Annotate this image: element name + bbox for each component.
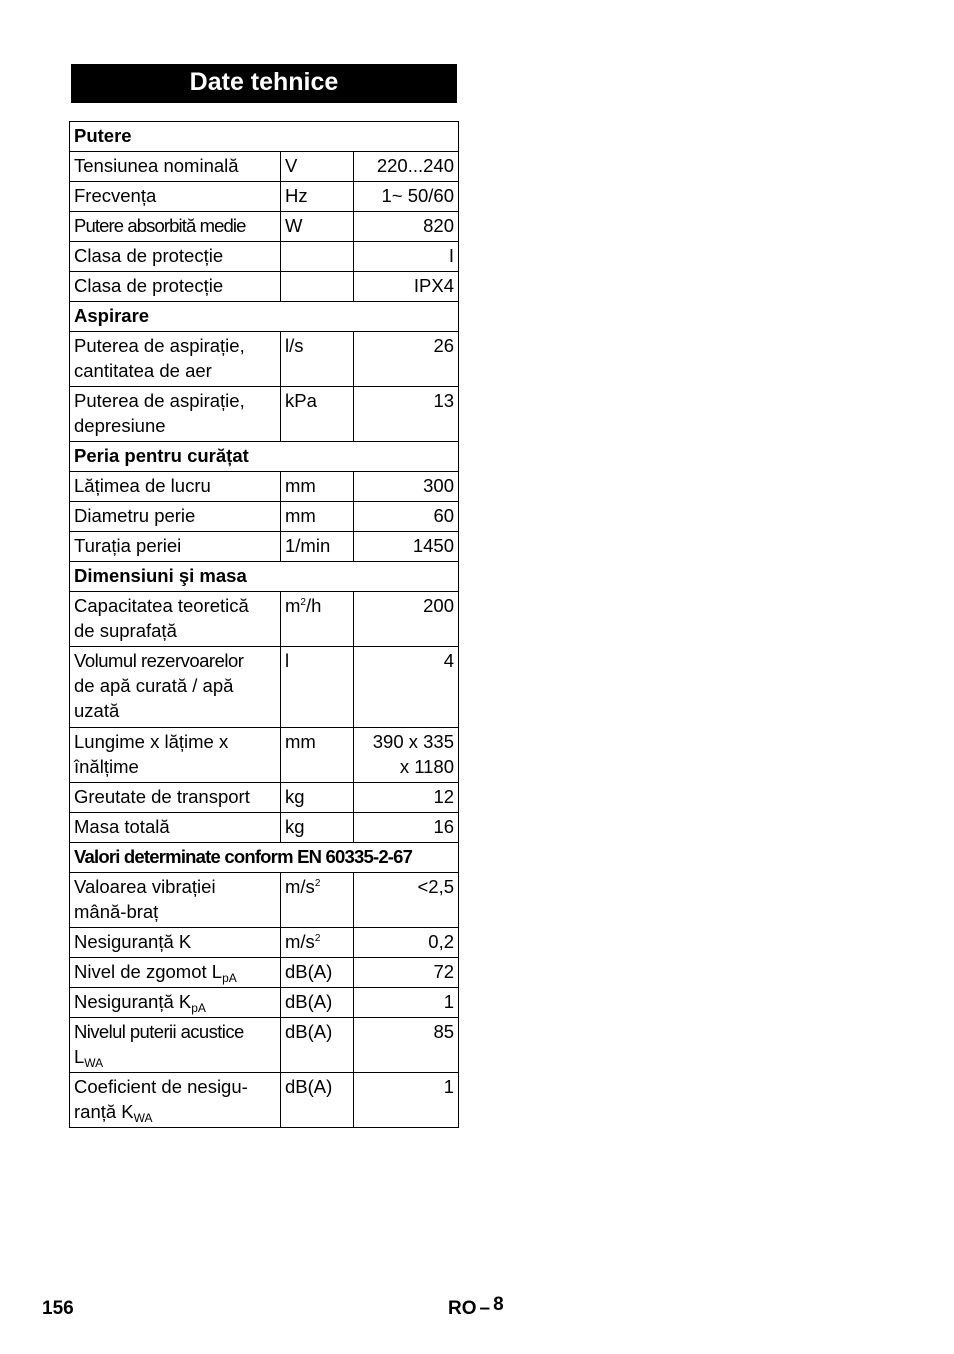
spec-label: Nesiguranță K [70, 928, 281, 958]
language-section-marker [448, 1294, 504, 1320]
section-title: Dimensiuni şi masa [70, 562, 459, 592]
spec-label [70, 647, 281, 728]
spec-value: 820 [354, 212, 459, 242]
spec-value: 12 [354, 783, 459, 813]
spec-label-line: Puterea de aspirație, [74, 390, 245, 411]
spec-unit: dB(A) [281, 1018, 354, 1073]
spec-unit: 1/min [281, 532, 354, 562]
spec-value: 16 [354, 813, 459, 843]
spec-value: <2,5 [354, 873, 459, 928]
spec-label: Nivelul puterii acustice $L_{WA}$ [70, 1018, 281, 1073]
spec-label: Coeficient de nesigu- ranță $K_{WA}$ [70, 1073, 281, 1128]
table-row [70, 1073, 459, 1128]
section-header [70, 122, 459, 152]
spec-label-line: Valoarea vibrației [74, 876, 216, 897]
spec-value: 1450 [354, 532, 459, 562]
section-title: Peria pentru curățat [70, 442, 459, 472]
section-title: Putere [70, 122, 459, 152]
table-row [70, 332, 459, 387]
page-number: 156 [42, 1298, 74, 1319]
spec-value: 1 [354, 1073, 459, 1128]
spec-label-line: mână-braț [74, 901, 159, 922]
spec-value: 220...240 [354, 152, 459, 182]
spec-unit: $m/s^2$ [281, 873, 354, 928]
spec-unit: dB(A) [281, 958, 354, 988]
spec-label: Turația periei [70, 532, 281, 562]
spec-unit: V [281, 152, 354, 182]
table-row [70, 813, 459, 843]
table-row [70, 272, 459, 302]
section-title: Aspirare [70, 302, 459, 332]
section-header [70, 562, 459, 592]
section-title: Valori determinate conform EN 60335-2-67 [70, 843, 459, 873]
spec-unit: kg [281, 813, 354, 843]
spec-unit: $m/s^2$ [281, 928, 354, 958]
table-row [70, 472, 459, 502]
spec-value: 4 [354, 647, 459, 728]
spec-unit: dB(A) [281, 1073, 354, 1128]
spec-label-line: înălțime [74, 756, 139, 777]
spec-label: Lățimea de lucru [70, 472, 281, 502]
spec-value: 72 [354, 958, 459, 988]
spec-value: 26 [354, 332, 459, 387]
spec-label-line: cantitatea de aer [74, 360, 212, 381]
table-row [70, 532, 459, 562]
spec-label-line: Puterea de aspirație, [74, 335, 245, 356]
spec-value: 300 [354, 472, 459, 502]
language-code: RO [448, 1298, 477, 1319]
spec-label-line: Coeficient de nesigu- [74, 1076, 248, 1097]
spec-label: Tensiunea nominală [70, 152, 281, 182]
spec-unit: $m^2/h$ [281, 592, 354, 647]
spec-unit: dB(A) [281, 988, 354, 1018]
spec-unit: mm [281, 728, 354, 783]
spec-unit: mm [281, 502, 354, 532]
page-title: Date tehnice [71, 64, 457, 103]
spec-label-line: Capacitatea teoretică [74, 595, 249, 616]
table-row [70, 647, 459, 728]
spec-label-line: Volumul rezervoarelor [74, 650, 244, 671]
table-row [70, 387, 459, 442]
technical-data-table [69, 121, 459, 1128]
spec-label-line: de apă curată / apă [74, 675, 234, 696]
table-row [70, 1018, 459, 1073]
spec-label [70, 728, 281, 783]
table-row [70, 242, 459, 272]
spec-label-line: Lungime x lățime x [74, 731, 229, 752]
table-row [70, 783, 459, 813]
spec-label: Putere absorbită medie [70, 212, 281, 242]
table-row [70, 212, 459, 242]
spec-unit: l [281, 647, 354, 728]
table-row [70, 988, 459, 1018]
spec-label-line: de suprafață [74, 620, 177, 641]
section-header [70, 442, 459, 472]
spec-label-line: uzată [74, 700, 120, 721]
spec-label-line: Nivelul puterii acustice [74, 1021, 244, 1042]
spec-label: Nivel de zgomot $L_{pA}$ [70, 958, 281, 988]
table-row [70, 182, 459, 212]
spec-value: 13 [354, 387, 459, 442]
spec-unit: kg [281, 783, 354, 813]
spec-unit: mm [281, 472, 354, 502]
spec-label: Clasa de protecție [70, 242, 281, 272]
spec-label: Clasa de protecție [70, 272, 281, 302]
spec-unit: kPa [281, 387, 354, 442]
table-row [70, 502, 459, 532]
spec-label [70, 873, 281, 928]
spec-label: Greutate de transport [70, 783, 281, 813]
spec-unit [281, 242, 354, 272]
section-header [70, 302, 459, 332]
table-row [70, 728, 459, 783]
spec-unit: W [281, 212, 354, 242]
table-row [70, 873, 459, 928]
spec-value: 85 [354, 1018, 459, 1073]
spec-unit: Hz [281, 182, 354, 212]
spec-unit: l/s [281, 332, 354, 387]
spec-value: 390 x 335 x 1180 [354, 728, 459, 783]
table-row [70, 152, 459, 182]
spec-label [70, 387, 281, 442]
spec-value: 0,2 [354, 928, 459, 958]
spec-label: Masa totală [70, 813, 281, 843]
spec-label [70, 332, 281, 387]
spec-label: Diametru perie [70, 502, 281, 532]
table-row [70, 592, 459, 647]
spec-unit [281, 272, 354, 302]
spec-value: 60 [354, 502, 459, 532]
section-header [70, 843, 459, 873]
spec-value: 1~ 50/60 [354, 182, 459, 212]
spec-value: IPX4 [354, 272, 459, 302]
spec-label-line: depresiune [74, 415, 166, 436]
section-page-number: 8 [493, 1294, 504, 1315]
table-row [70, 958, 459, 988]
spec-value: 200 [354, 592, 459, 647]
spec-label [70, 592, 281, 647]
spec-label: Frecvența [70, 182, 281, 212]
spec-value: 1 [354, 988, 459, 1018]
spec-value: I [354, 242, 459, 272]
table-row [70, 928, 459, 958]
spec-label: Nesiguranță $K_{pA}$ [70, 988, 281, 1018]
separator-dash: – [479, 1298, 491, 1319]
